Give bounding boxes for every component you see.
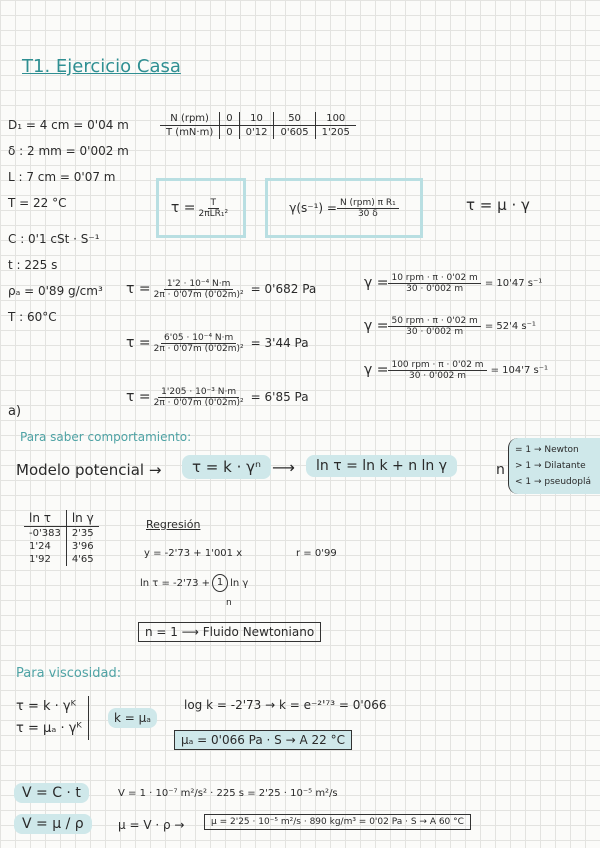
regression-title: Regresión (146, 518, 201, 531)
gamma-calc: γ = $\frac{\text{10 rpm · π · 0'02 m}}{30 \cdot 0'002 m}$ = 10'47 s⁻¹ (364, 272, 543, 294)
mu-result-box: μ = 2'25 · 10⁻⁵ m²/s · 890 kg/m³ = 0'02 Pa · S → A 60 °C (204, 814, 471, 830)
regression-table (24, 510, 99, 566)
tau-calc: τ = $\frac{\text{1'2 · 10⁻⁴ N·m}}{\text{2π · 0'07m (0'02m)²}}$ = 0'682 Pa (126, 278, 317, 300)
table-cell: 1'205 (315, 126, 356, 140)
regression-r: r = 0'99 (296, 548, 337, 559)
gamma-calculations (364, 262, 548, 392)
mu-calc-prefix: μ = V · ρ → (118, 818, 185, 832)
logk-calc: log k = -2'73 → k = e⁻²'⁷³ = 0'066 (184, 698, 387, 712)
given-item: C : 0'1 cSt · S⁻¹ (8, 232, 100, 246)
n-case: > 1 → Dilatante (515, 461, 586, 471)
log-equation: ln τ = ln k + n ln γ (306, 455, 457, 477)
regression-ln-equation: ln τ = -2'73 + 1 ln γ (140, 574, 248, 592)
table-header: ln τ (24, 510, 66, 527)
visc-eq: τ = k · γᴷ (16, 699, 76, 714)
gamma-formula-den: 30 δ (357, 208, 378, 219)
visc-eq: τ = μₐ · γᴷ (16, 721, 82, 736)
table-cell: 0'605 (274, 126, 315, 140)
given-item: t : 225 s (8, 258, 58, 272)
tau-formula-lhs: τ = (170, 200, 196, 216)
data-table (160, 112, 356, 139)
given-item: D₁ = 4 cm = 0'04 m (8, 118, 129, 132)
given-item: L : 7 cm = 0'07 m (8, 170, 116, 184)
table-cell: 1'92 (24, 553, 66, 566)
gamma-calc: γ = $\frac{\text{50 rpm · π · 0'02 m}}{30 \cdot 0'002 m}$ = 52'4 s⁻¹ (364, 315, 536, 337)
part-a-label: a) (8, 404, 22, 419)
fluido-newtoniano-box: n = 1 ⟶ Fluido Newtoniano (138, 622, 321, 642)
table-cell: 2'35 (71, 528, 94, 539)
n-cases (508, 438, 600, 494)
modelo-equation: τ = k · γⁿ (182, 455, 271, 479)
gamma-formula-num: N (rpm) π R₁ (337, 198, 399, 209)
tau-formula-num: T (208, 198, 220, 209)
n-case: = 1 → Newton (515, 445, 579, 455)
regression-equation: y = -2'73 + 1'001 x (144, 548, 243, 559)
tau-calc: τ = $\frac{\text{6'05 · 10⁻⁴ N·m}}{\text{2π · 0'07m (0'02m)²}}$ = 3'44 Pa (126, 332, 309, 354)
gamma-formula-fraction (337, 198, 399, 219)
power-law-formula: τ = μ · γ (466, 196, 530, 214)
given-item: T : 60°C (8, 310, 57, 324)
v-calc: V = 1 · 10⁻⁷ m²/s² · 225 s = 2'25 · 10⁻⁵ m²/s (118, 788, 338, 799)
tau-formula-box (156, 178, 246, 238)
table-cell: 50 (274, 112, 315, 126)
section-comportamiento: Para saber comportamiento: (20, 430, 192, 444)
table-cell: 10 (239, 112, 274, 126)
n-label: n (496, 462, 505, 478)
table-cell: 4'65 (71, 554, 94, 565)
table-cell: 0 (220, 112, 239, 126)
v-ct-equation: V = C · t (14, 783, 89, 803)
section-viscosidad: Para viscosidad: (16, 666, 122, 681)
given-item: ρₐ = 0'89 g/cm³ (8, 284, 103, 298)
gamma-calc: γ = $\frac{\text{100 rpm · π · 0'02 m}}{30 \cdot 0'002 m}$ = 104'7 s⁻¹ (364, 359, 548, 381)
gamma-formula-box (265, 178, 423, 238)
n-under-label: n (226, 598, 232, 608)
table-cell: 1'24 (24, 540, 66, 553)
mu-a-result-box: μₐ = 0'066 Pa · S → A 22 °C (174, 730, 352, 750)
given-item: T = 22 °C (8, 196, 67, 210)
givens-list (8, 112, 129, 330)
given-item: δ : 2 mm = 0'002 m (8, 144, 129, 158)
k-equals-mu: k = μₐ (108, 708, 157, 728)
table-cell: -0'383 (24, 527, 66, 541)
table-cell: 3'96 (71, 541, 94, 552)
arrow-icon: ⟶ (272, 458, 295, 477)
tau-formula-den: 2πLR₁² (198, 208, 229, 219)
tau-calc: τ = $\frac{\text{1'205 · 10⁻³ N·m}}{\text{2π · 0'07m (0'02m)²}}$ = 6'85 Pa (126, 386, 309, 408)
n-case: < 1 → pseudoplá (515, 477, 591, 487)
v-mu-equation: V = μ / ρ (14, 814, 92, 834)
table-cell: 0'12 (239, 126, 274, 140)
table-cell: 0 (220, 126, 239, 140)
viscosity-equations (16, 696, 89, 740)
n-circle: 1 (212, 574, 228, 592)
modelo-potencial-label: Modelo potencial → (16, 461, 162, 479)
table-cell: 100 (315, 112, 356, 126)
table-row-label: N (rpm) (160, 112, 220, 126)
tau-formula-fraction (195, 198, 231, 219)
gamma-formula-lhs: γ(s⁻¹) = (289, 201, 337, 215)
page-title: T1. Ejercicio Casa (22, 56, 181, 77)
tau-calculations (126, 262, 316, 424)
table-row-label: T (mN·m) (166, 127, 214, 138)
table-header: ln γ (66, 510, 98, 527)
